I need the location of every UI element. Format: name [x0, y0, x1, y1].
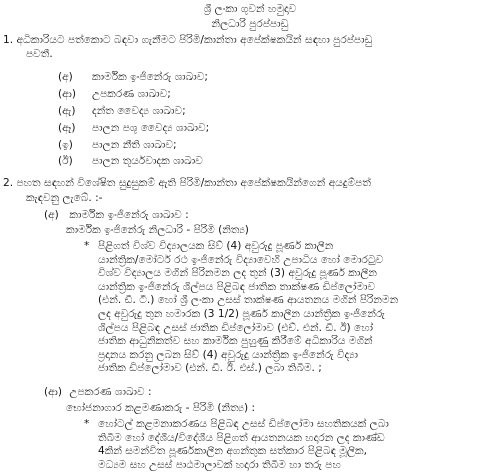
item-label: (අ) [58, 71, 73, 83]
section-1 [3, 34, 372, 48]
branch-a-description [98, 240, 398, 376]
description-line: විශ්ව විද්‍යාලය මගින් පිරිනමන ලද තුන් (3) අවුරුදු පූර්ණ කාලීන [98, 267, 378, 280]
item-text: පාලන පශු වෛද්‍ය ශාඛාව; [92, 122, 210, 134]
item-label: (ඇ) [58, 105, 76, 117]
section-1-text-line-1: අධිකාරියට පත්කොට බඳවා ගැනීමට පිරිමි/කාන්තා අපේක්ෂකයින් සඳහා පුරප්පාඩු [16, 34, 373, 46]
branch-a-title: කාර්මික ඉංජිනේරු ශාඛාව : [69, 209, 189, 221]
description-line: (එන්. ඩී. ටී.) හෝ ශ්‍රී ලංකා උසස් තාක්ෂණ ආයතනය මගින් පිරිනමන [98, 294, 399, 307]
description-line: ජාතික ආධුනිකත්ව සහ කාර්මික පුහුණු කිරීමේ අධිකාරිය මගින් [98, 335, 373, 348]
item-text: දන්ත වෛද්‍ය ශාඛාව; [92, 105, 186, 117]
section-1-item [58, 105, 186, 119]
document-title: ශ්‍රී ලංකා ගුවන් හමුදාව [203, 3, 297, 15]
branch-a-bullet: * [84, 240, 90, 252]
description-line: හෝටල් කළමනාකරණය පිළිබඳ උසස් ඩිප්ලෝමා සහතිකයක් ලබා [98, 418, 389, 430]
description-line: ශිල්පය පිළිබඳ උසස් ජාතික ඩිප්ලෝමාව (එච්. එන්. ඩී. ඊ) හෝ [98, 321, 374, 334]
section-1-item [58, 139, 177, 153]
section-1-number: 1. [3, 34, 14, 46]
section-1-item [58, 122, 209, 136]
description-line: මධ්‍යම සහ උසස් පාඨමාලාවක් හදාරා තිබීම හා තරු පහ [98, 458, 341, 471]
description-line: තිබීම හෝ දේශීය/විදේශීය පිළිගත් ආයතනයක හදාරන ලද කාණ්ඩ [98, 431, 385, 444]
section-2 [3, 177, 371, 191]
document-subtitle: නිලධාරි පුරප්පාඩු [211, 18, 289, 30]
section-2-text-line-1: පහත සඳහන් විශේෂිත සුදුසුකම් ඇති පිරිමි/කාන්තා අපේක්ෂකයින්ගෙන් අයදුම්පත් [16, 177, 371, 189]
branch-a-heading [44, 209, 189, 223]
branch-a-post: කාර්මික ඉංජිනේරු නිලධාරි - පිරිමි (නිත්‍ය) [66, 224, 249, 236]
description-line: ප්‍රදානය කරනු ලබන සිව් (4) අවුරුදු යාන්ත්‍රික ඉංජිනේරු විද්‍යා [98, 348, 358, 361]
branch-b-post: භෝජනාගාර කළමණාකරු - පිරිමි (නිත්‍ය) : [66, 402, 256, 414]
section-1-item [58, 88, 171, 102]
item-label: (ආ) [58, 88, 77, 100]
item-text: උපකරණ ශාඛාව; [92, 88, 171, 100]
item-label: (ඉ) [58, 139, 73, 151]
description-line: 4කින් සමන්විත පූර්ණකාලීන අගන්තුක සත්කාර පිළිබඳ මූලික, [98, 445, 367, 458]
branch-b-heading [44, 386, 152, 400]
item-label: (ඊ) [58, 155, 73, 167]
branch-b-label: (ආ) [44, 386, 63, 398]
item-label: (ඈ) [58, 122, 76, 134]
branch-a-label: (අ) [44, 209, 59, 221]
branch-b-description [98, 418, 389, 472]
section-2-text-line-2: කැඳවනු ලැබේ. :- [26, 192, 103, 204]
description-line: යාන්ත්‍රික/මෝටර් රථ ඉංජිනේරු විද්‍යාවෙහි උපාධිය හෝ මොරටුව [98, 253, 384, 266]
section-1-text-line-2: පවතී. [26, 48, 53, 60]
description-line: පිළිගත් විශ්ව විද්‍යාලයක සිව් (4) අවුරුදු පූර්ණ කාලීන [98, 240, 334, 252]
branch-b-title: උපකරණ ශාඛාව : [69, 386, 152, 398]
item-text: පාලන නීති ශාඛාව; [92, 139, 177, 151]
item-text: කාර්මික ඉංජිනේරු ශාඛාව; [92, 71, 208, 83]
section-2-number: 2. [3, 177, 14, 189]
section-1-item [58, 71, 208, 85]
item-text: පාලන තූර්යවාදක ශාඛාව [92, 155, 203, 167]
description-line: ලද අවුරුදු තුන හමාරක (3 1/2) පූර්ණ කාලීන යාන්ත්‍රික ඉංජිනේරු [98, 307, 385, 320]
section-1-item [58, 155, 203, 169]
branch-b-bullet: * [84, 418, 90, 430]
description-line: ජාතික ඩිප්ලෝමාව (එන්. ඩී. ඊ. එස්.) ලබා තිබීම. ; [98, 362, 322, 375]
description-line: යාන්ත්‍රික ඉංජිනේරු ශිල්පය පිළිබඳ ජාතික තාක්ෂණ ඩිප්ලෝමාව [98, 280, 376, 293]
